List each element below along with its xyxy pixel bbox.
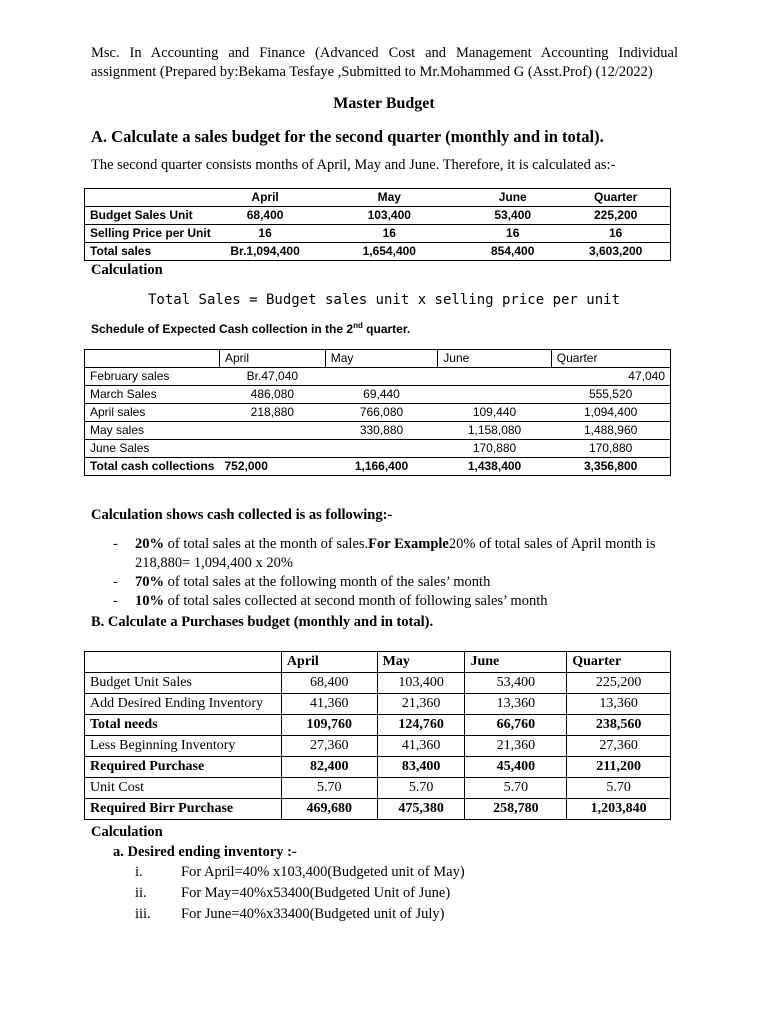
page-title: Master Budget <box>333 95 435 112</box>
row-label: Less Beginning Inventory <box>85 736 282 757</box>
column-header: Quarter <box>567 652 671 673</box>
cell: 68,400 <box>281 673 377 694</box>
cell: 766,080 <box>325 404 438 422</box>
cell: 41,360 <box>281 694 377 715</box>
section-a-intro: The second quarter consists months of April, May and June. Therefore, it is calculated as:- <box>91 157 616 173</box>
cell: 218,880 <box>219 404 325 422</box>
item-number: iii. <box>135 906 151 922</box>
cell: 5.70 <box>377 778 465 799</box>
cell: 238,560 <box>567 715 671 736</box>
item-text: For April=40% x103,400(Budgeted unit of May) <box>181 864 465 880</box>
table-header-row <box>85 652 671 673</box>
cell: 486,080 <box>219 386 325 404</box>
cell: Br.1,094,400 <box>216 243 315 261</box>
cell <box>219 440 325 458</box>
section-b-heading: B. Calculate a Purchases budget (monthly and in total). <box>91 614 434 630</box>
cell: 330,880 <box>325 422 438 440</box>
table-row <box>85 207 671 225</box>
cell: 69,440 <box>325 386 438 404</box>
calculation-label: Calculation <box>91 824 163 840</box>
cell <box>325 368 438 386</box>
cell: Br.47,040 <box>219 368 325 386</box>
cell: 21,360 <box>465 736 567 757</box>
cell: 53,400 <box>465 673 567 694</box>
calculation-label: Calculation <box>91 262 163 278</box>
table-header-row <box>85 189 671 207</box>
table-row <box>85 243 671 261</box>
table-row <box>85 386 671 404</box>
cell: 13,360 <box>465 694 567 715</box>
cell: 1,094,400 <box>551 404 670 422</box>
cell: 109,760 <box>281 715 377 736</box>
table-row <box>85 673 671 694</box>
cell: 170,880 <box>438 440 551 458</box>
row-label: Total needs <box>85 715 282 736</box>
item-number: i. <box>135 864 143 880</box>
row-label: April sales <box>85 404 220 422</box>
cell: 103,400 <box>377 673 465 694</box>
table-row <box>85 458 671 476</box>
table-row <box>85 778 671 799</box>
cell <box>219 422 325 440</box>
cell: 83,400 <box>377 757 465 778</box>
table-row <box>85 694 671 715</box>
list-item: - 70% of total sales at the following month of the sales’ month <box>91 573 681 592</box>
cell: 1,166,400 <box>325 458 438 476</box>
table-row <box>85 799 671 820</box>
document-header: Msc. In Accounting and Finance (Advanced Cost and Management Accounting Individual assignment (Prepared by:Bekama Tesfaye ,Submitted to Mr.Mohammed G (Asst.Prof) (12/2022) <box>91 45 678 80</box>
table-row <box>85 404 671 422</box>
cell: 1,654,400 <box>314 243 464 261</box>
cell: 5.70 <box>281 778 377 799</box>
table-row <box>85 368 671 386</box>
list-item: - 20% of total sales at the month of sales.For Example20% of total sales of April month is 218,880= 1,094,400 x 20% <box>91 535 681 573</box>
cell <box>438 386 551 404</box>
collection-heading: Calculation shows cash collected is as following:- <box>91 507 393 523</box>
cell: 170,880 <box>551 440 670 458</box>
cell: 211,200 <box>567 757 671 778</box>
table-row <box>85 422 671 440</box>
cell: 1,158,080 <box>438 422 551 440</box>
cell: 555,520 <box>551 386 670 404</box>
cell: 21,360 <box>377 694 465 715</box>
column-header: April <box>281 652 377 673</box>
row-label: May sales <box>85 422 220 440</box>
cell: 475,380 <box>377 799 465 820</box>
cell: 124,760 <box>377 715 465 736</box>
column-header: Quarter <box>561 189 670 207</box>
table-row <box>85 225 671 243</box>
row-label: Budget Sales Unit <box>85 207 216 225</box>
cell: 47,040 <box>551 368 670 386</box>
item-number: ii. <box>135 885 147 901</box>
row-label: Add Desired Ending Inventory <box>85 694 282 715</box>
column-header: June <box>438 350 551 368</box>
row-label: Selling Price per Unit <box>85 225 216 243</box>
sales-formula: Total Sales = Budget sales unit x selling price per unit <box>147 292 620 308</box>
cell <box>438 368 551 386</box>
cell: 3,603,200 <box>561 243 670 261</box>
cell: 82,400 <box>281 757 377 778</box>
cell: 68,400 <box>216 207 315 225</box>
row-label: Required Birr Purchase <box>85 799 282 820</box>
column-header: May <box>314 189 464 207</box>
cell: 16 <box>464 225 561 243</box>
row-label: June Sales <box>85 440 220 458</box>
row-label: Budget Unit Sales <box>85 673 282 694</box>
cell <box>325 440 438 458</box>
table-header-row <box>85 350 671 368</box>
table-row <box>85 736 671 757</box>
cell: 103,400 <box>314 207 464 225</box>
cell: 53,400 <box>464 207 561 225</box>
section-a-heading: A. Calculate a sales budget for the second quarter (monthly and in total). <box>91 127 604 146</box>
row-label: February sales <box>85 368 220 386</box>
column-header: May <box>325 350 438 368</box>
cell: 13,360 <box>567 694 671 715</box>
item-text: For June=40%x33400(Budgeted unit of July) <box>181 906 445 922</box>
cell: 16 <box>216 225 315 243</box>
column-header: April <box>216 189 315 207</box>
cell: 66,760 <box>465 715 567 736</box>
cell: 258,780 <box>465 799 567 820</box>
cell: 27,360 <box>281 736 377 757</box>
cell: 27,360 <box>567 736 671 757</box>
cell: 1,203,840 <box>567 799 671 820</box>
desired-inventory-heading: a. Desired ending inventory :- <box>113 844 297 860</box>
cell: 3,356,800 <box>551 458 670 476</box>
table-row <box>85 440 671 458</box>
cell: 5.70 <box>567 778 671 799</box>
sales-budget-table <box>84 188 671 261</box>
cell: 109,440 <box>438 404 551 422</box>
column-header: May <box>377 652 465 673</box>
column-header: June <box>464 189 561 207</box>
list-item: - 10% of total sales collected at second month of following sales’ month <box>91 592 681 611</box>
cell: 45,400 <box>465 757 567 778</box>
collection-list <box>91 535 681 611</box>
purchases-budget-table <box>84 651 671 820</box>
table-row <box>85 757 671 778</box>
cell: 16 <box>561 225 670 243</box>
column-header: June <box>465 652 567 673</box>
cell: 41,360 <box>377 736 465 757</box>
cash-collection-table <box>84 349 671 476</box>
row-label: Total cash collections <box>85 458 220 476</box>
cell: 225,200 <box>561 207 670 225</box>
row-label: Unit Cost <box>85 778 282 799</box>
column-header: Quarter <box>551 350 670 368</box>
column-header: April <box>219 350 325 368</box>
item-text: For May=40%x53400(Budgeted Unit of June) <box>181 885 451 901</box>
row-label: Total sales <box>85 243 216 261</box>
cell: 16 <box>314 225 464 243</box>
cell: 5.70 <box>465 778 567 799</box>
schedule-title: Schedule of Expected Cash collection in the 2nd quarter. <box>91 321 411 336</box>
cell: 469,680 <box>281 799 377 820</box>
table-row <box>85 715 671 736</box>
cell: 752,000 <box>219 458 325 476</box>
row-label: March Sales <box>85 386 220 404</box>
cell: 225,200 <box>567 673 671 694</box>
cell: 1,438,400 <box>438 458 551 476</box>
cell: 854,400 <box>464 243 561 261</box>
cell: 1,488,960 <box>551 422 670 440</box>
row-label: Required Purchase <box>85 757 282 778</box>
